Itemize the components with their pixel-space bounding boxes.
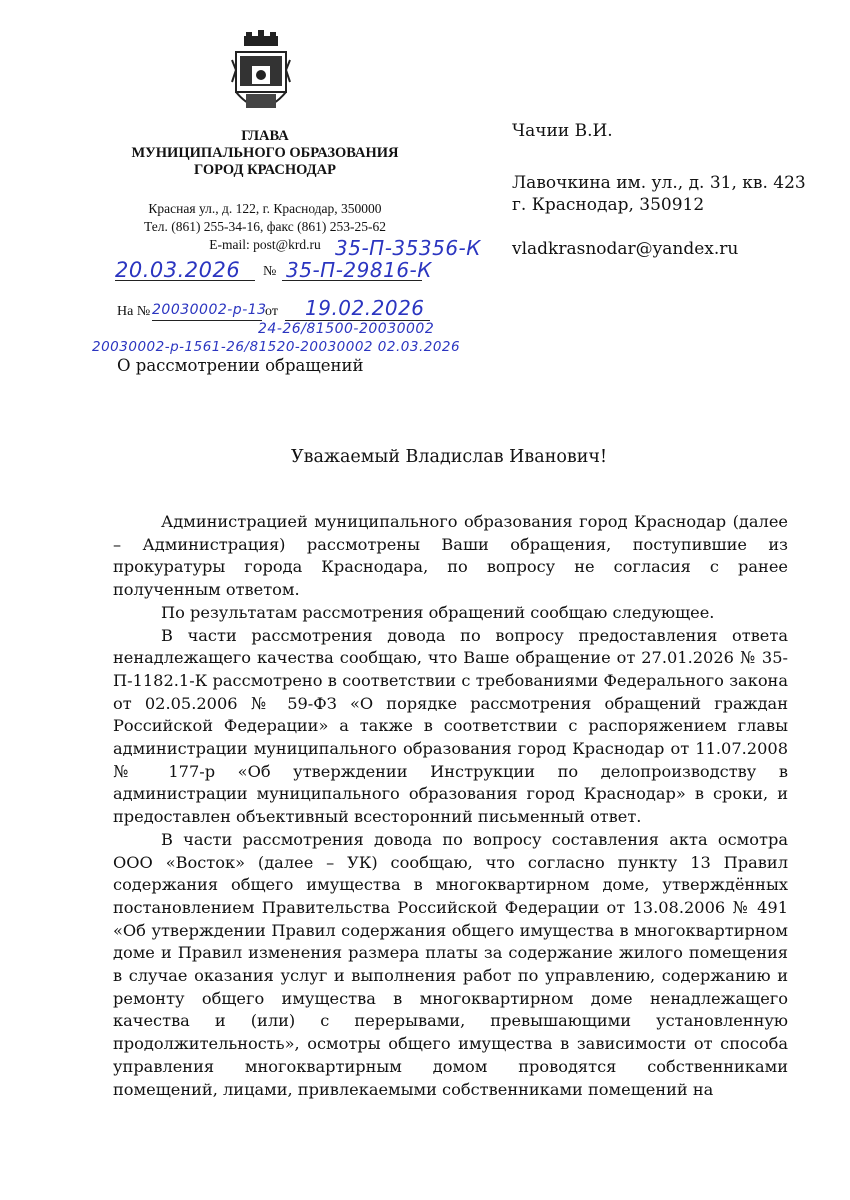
stamp-number-handwritten: 35-П-35356-К xyxy=(335,236,481,260)
sender-phone: Тел. (861) 255-34-16, факс (861) 253-25-62 xyxy=(143,219,386,234)
body-paragraph-1: Администрацией муниципального образования город Краснодар (далее – Администрация) рассмотрены Ваши обращения, поступившие из прокуратуры города Краснодара, по вопросу не согласия с ранее полученным ответом. xyxy=(113,512,788,600)
sender-title-line-3: ГОРОД КРАСНОДАР xyxy=(194,162,336,178)
body-paragraph-2: По результатам рассмотрения обращений сообщаю следующее. xyxy=(161,602,715,622)
body-paragraph-4: В части рассмотрения довода по вопросу составления акта осмотра ООО «Восток» (далее – УК) сообщаю, что согласно пункту 13 Правил содержания общего имущества в многоквартирном доме, утверждённых постановлением Правительства Российской Федерации от 13.08.2006 № 491 «Об утверждении Правил содержания общего имущества в многоквартирном доме и Правил изменения размера платы за содержание жилого помещения в случае оказания услуг и выполнения работ по управлению, содержанию и ремонту общего имущества в многоквартирном доме ненадлежащего качества и (или) с перерывами, превышающими установленную продолжительность», осмотры общего имущества в зависимости от способа управления многоквартирным домом проводятся собственниками помещений, лицами, привлекаемыми собственниками помещений на xyxy=(113,829,788,1099)
body-paragraph-3: В части рассмотрения довода по вопросу предоставления ответа ненадлежащего качества сообщаю, что Ваше обращение от 27.01.2026 № 35-П-1182.1-К рассмотрено в соответствии с требованиями Федерального закона от 02.05.2006 № 59-ФЗ «О порядке рассмотрения обращений граждан Российской Федерации» а также в соответствии с распоряжением главы администрации муниципального образования город Краснодар от 11.07.2008 № 177-р «Об утверждении Инструкции по делопроизводству в администрации муниципального образования город Краснодар» в сроки, и предоставлен объективный всесторонний письменный ответ. xyxy=(113,625,788,827)
letter-date-handwritten: 20.03.2026 xyxy=(115,258,241,282)
sender-title xyxy=(100,128,430,179)
ref-date-handwritten: 19.02.2026 xyxy=(305,296,425,320)
sender-email: E-mail: post@krd.ru xyxy=(209,237,321,252)
ref-number-handwritten: 20030002-р-13 xyxy=(152,302,267,318)
reference-label: На № xyxy=(117,304,151,319)
letter-number-handwritten: 35-П-29816-К xyxy=(286,258,432,282)
sender-address: Красная ул., д. 122, г. Краснодар, 350000 xyxy=(148,201,382,216)
sender-title-line-2: МУНИЦИПАЛЬНОГО ОБРАЗОВАНИЯ xyxy=(131,145,399,161)
coat-of-arms-crest-icon xyxy=(230,30,292,120)
recipient-email: vladkrasnodar@yandex.ru xyxy=(512,239,739,259)
recipient-city: г. Краснодар, 350912 xyxy=(512,195,705,215)
number-label: № xyxy=(263,264,277,279)
greeting: Уважаемый Владислав Иванович! xyxy=(290,447,608,467)
letter-body xyxy=(113,511,788,1101)
recipient-name: Чачии В.И. xyxy=(512,121,613,141)
recipient-street: Лавочкина им. ул., д. 31, кв. 423 xyxy=(512,173,806,193)
sender-title-line-1: ГЛАВА xyxy=(241,128,289,144)
letter-subject: О рассмотрении обращений xyxy=(117,356,364,375)
recipient-block xyxy=(512,120,806,260)
ref-from-label: от xyxy=(265,304,278,319)
ref-extra-line-2: 20030002-р-1561-26/81520-20030002 02.03.2026 xyxy=(92,339,461,355)
ref-extra-line-1: 24-26/81500-20030002 xyxy=(258,321,435,337)
